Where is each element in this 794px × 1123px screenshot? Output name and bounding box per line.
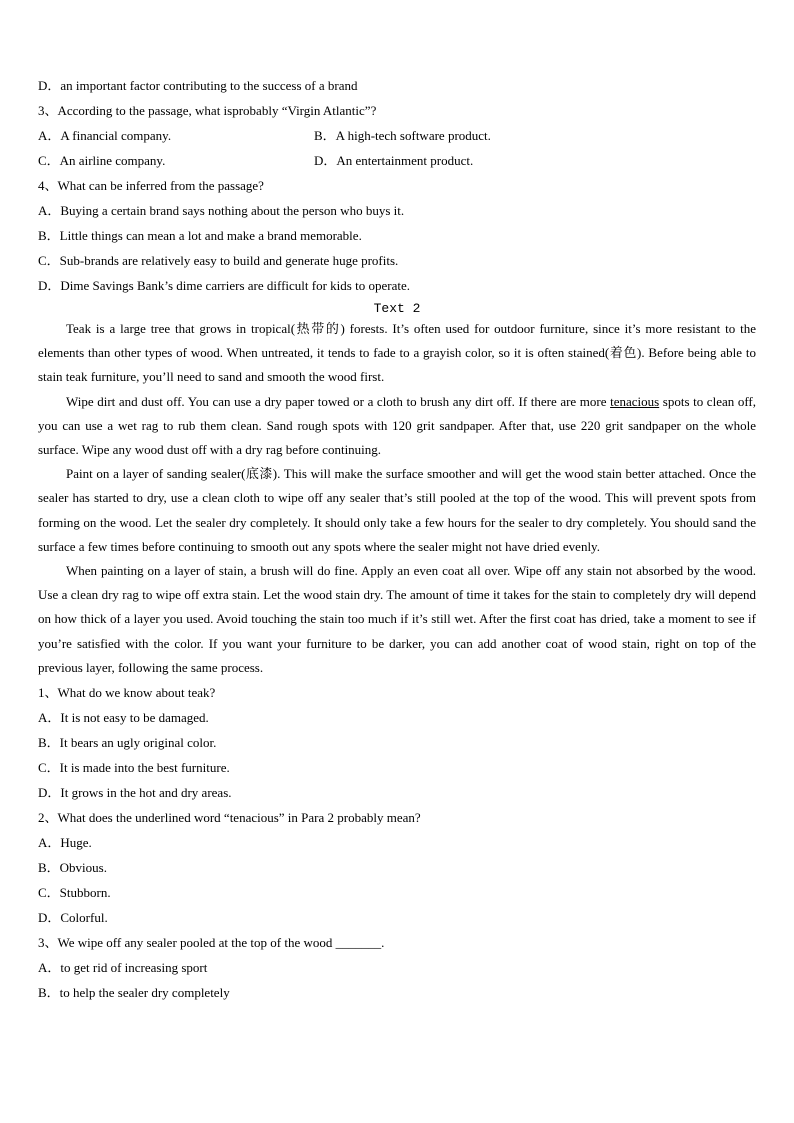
t2-q1-stem: 1、What do we know about teak?	[38, 685, 216, 701]
q4-option-a: A．Buying a certain brand says nothing about the person who buys it.	[38, 203, 405, 218]
t2-q1-option-a: A．It is not easy to be damaged.	[38, 710, 209, 726]
p2-text-after: spots to clean off, you can use a wet rag to rub them clean. Sand rough spots with 120 grit sandpaper. After that, use 220 grit sandpaper on the whole surface. Wipe any wood dust off with a dry rag before continuing.	[38, 393, 757, 458]
q3-option-a: A．A financial company.	[38, 128, 172, 143]
t2-q1-option-c: C．It is made into the best furniture.	[38, 760, 230, 776]
p2-text-before: Wipe dirt and dust off. You can use a dry paper towed or a cloth to brush any dirt off. If there are more	[66, 393, 611, 409]
q4-option-d: D．Dime Savings Bank’s dime carriers are difficult for kids to operate.	[38, 278, 410, 293]
q3-options-row-1	[38, 123, 756, 148]
text2-paragraph-3: Paint on a layer of sanding sealer(底漆). This will make the surface smoother and will get the wood stain better attached. Once the sealer has started to dry, use a clean cloth to wipe off any sealer that’s still pooled at the top of the wood. This will prevent spots from forming on the wood. Let the sealer dry completely. It should only take a few hours for the sealer to dry completely. You should sand the surface a few times before continuing to smooth out any spots where the sealer might not have dried evenly.	[38, 466, 756, 554]
underlined-word-tenacious: tenacious	[610, 393, 660, 409]
t2-q3-stem: 3、We wipe off any sealer pooled at the top of the wood _______.	[38, 935, 385, 951]
t2-q2-option-b: B．Obvious.	[38, 860, 107, 876]
text2-paragraph-4: When painting on a layer of stain, a brush will do fine. Apply an even coat all over. Wipe off any stain not absorbed by the wood. Use a clean dry rag to wipe off extra stain. Let the wood stain dry. The amount of time it takes for the stain to completely dry will depend on how thick of a layer you used. Avoid touching the stain too much if it’s still wet. After the first coat has dried, take a moment to see if you’re satisfied with the color. If you want your furniture to be darker, you can add another coat of wood stain, right on top of the previous layer, following the same process.	[38, 563, 756, 675]
document-page	[38, 73, 756, 1005]
q4-option-b: B．Little things can mean a lot and make a brand memorable.	[38, 228, 362, 243]
q3-options-row-2	[38, 148, 756, 173]
q2-option-d: D．an important factor contributing to the success of a brand	[38, 78, 358, 93]
t2-q1-option-d: D．It grows in the hot and dry areas.	[38, 785, 232, 801]
t2-q2-option-a: A．Huge.	[38, 835, 92, 851]
q3-option-b: B．A high-tech software product.	[314, 128, 491, 143]
q3-option-c: C．An airline company.	[38, 153, 166, 168]
t2-q3-option-b: B．to help the sealer dry completely	[38, 985, 230, 1001]
text2-paragraph-1: Teak is a large tree that grows in tropical(热带的) forests. It’s often used for outdoor furniture, since it’s more resistant to the elements than other types of wood. When untreated, it tends to fade to a grayish color, so it is often stained(着色). Before being able to stain teak furniture, you’ll need to sand and smooth the wood first.	[38, 321, 756, 385]
q3-option-d: D．An entertainment product.	[314, 153, 474, 168]
q4-option-c: C．Sub-brands are relatively easy to build and generate huge profits.	[38, 253, 399, 268]
q4-stem: 4、What can be inferred from the passage?	[38, 178, 264, 193]
t2-q3-option-a: A．to get rid of increasing sport	[38, 960, 208, 976]
q3-stem: 3、According to the passage, what isprobably “Virgin Atlantic”?	[38, 103, 377, 118]
t2-q2-stem: 2、What does the underlined word “tenacious” in Para 2 probably mean?	[38, 810, 421, 826]
t2-q2-option-c: C．Stubborn.	[38, 885, 111, 901]
text2-paragraph-2	[38, 390, 756, 463]
t2-q2-option-d: D．Colorful.	[38, 910, 108, 926]
t2-q1-option-b: B．It bears an ugly original color.	[38, 735, 217, 751]
text2-heading: Text 2	[373, 301, 421, 316]
